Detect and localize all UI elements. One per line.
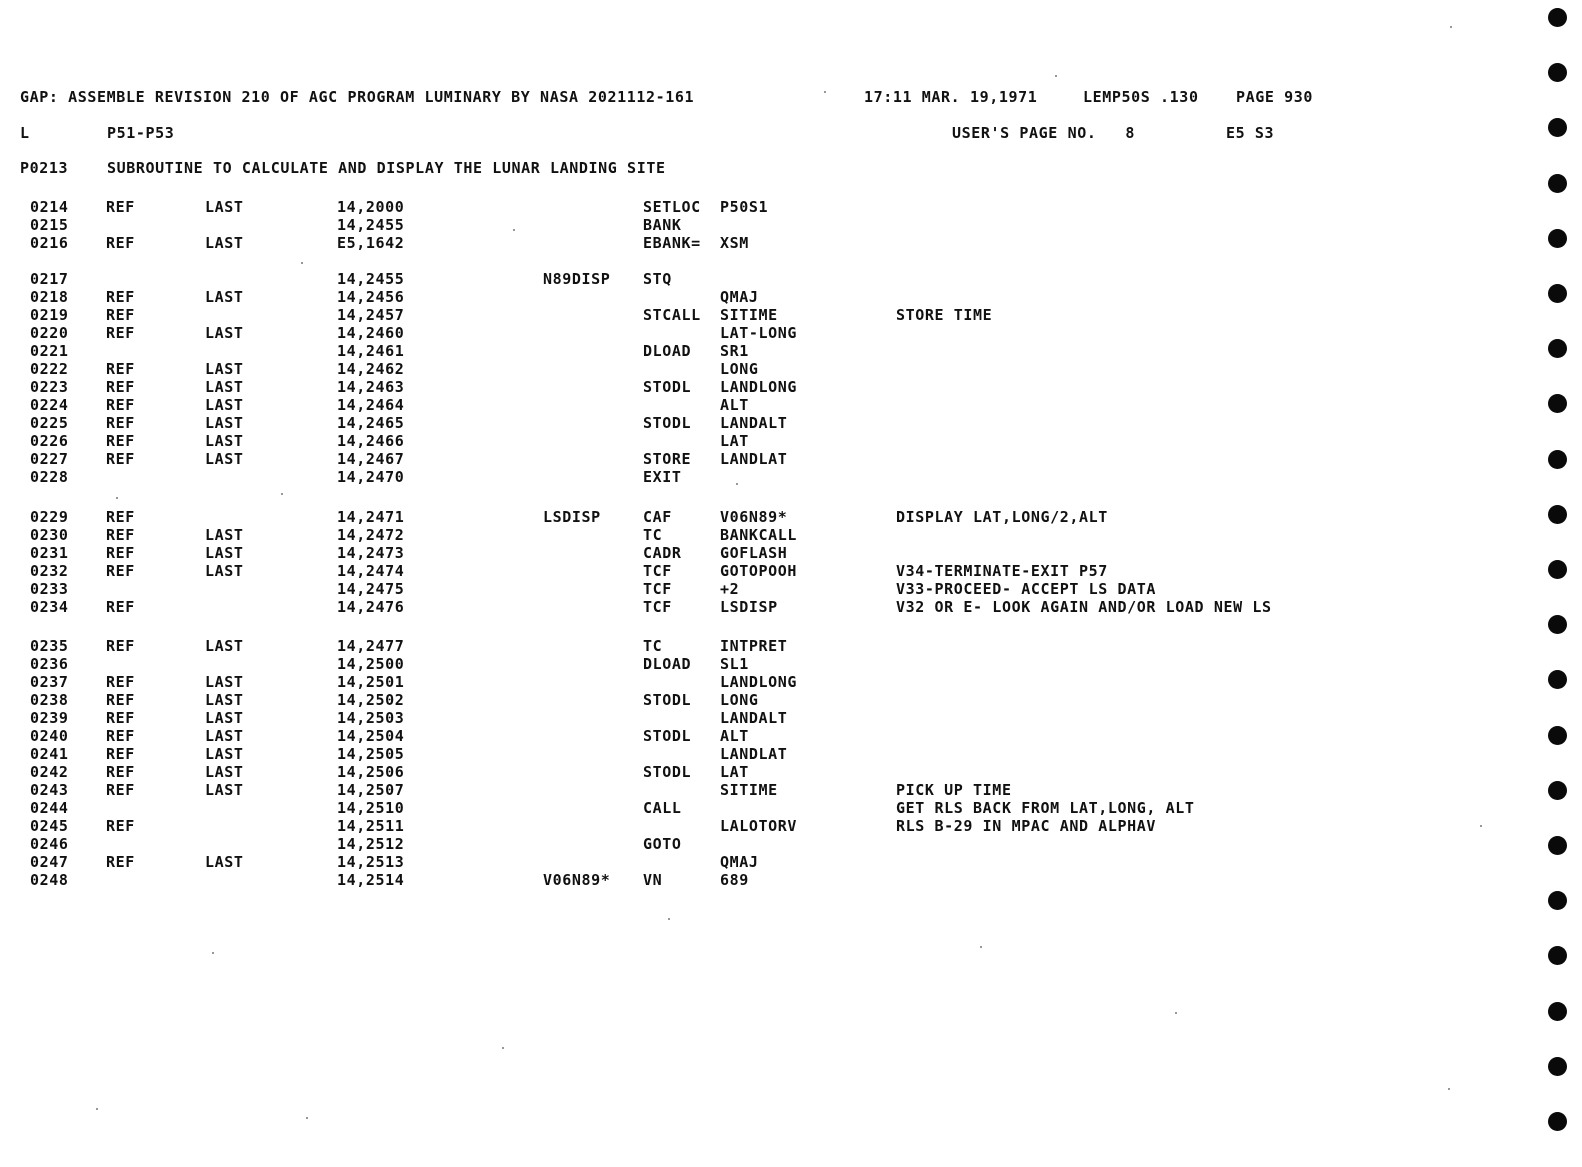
scan-speck bbox=[301, 262, 303, 264]
ref-label: REF bbox=[106, 709, 135, 727]
address: 14,2514 bbox=[337, 871, 405, 889]
line-number: 0226 bbox=[30, 432, 69, 450]
ref-label: REF bbox=[106, 288, 135, 306]
opcode: STQ bbox=[643, 270, 672, 288]
line-number: 0238 bbox=[30, 691, 69, 709]
last-label: LAST bbox=[205, 781, 244, 799]
listing-level: L bbox=[20, 124, 30, 142]
last-label: LAST bbox=[205, 673, 244, 691]
operand: SITIME bbox=[720, 306, 778, 324]
last-label: LAST bbox=[205, 745, 244, 763]
punch-hole bbox=[1548, 8, 1567, 27]
operand: 689 bbox=[720, 871, 749, 889]
operand: V06N89* bbox=[720, 508, 788, 526]
scan-speck bbox=[980, 946, 982, 948]
comment: DISPLAY LAT,LONG/2,ALT bbox=[896, 508, 1108, 526]
ref-label: REF bbox=[106, 853, 135, 871]
line-number: 0237 bbox=[30, 673, 69, 691]
listing-date: 17:11 MAR. 19,1971 bbox=[864, 88, 1038, 106]
last-label: LAST bbox=[205, 727, 244, 745]
address: 14,2473 bbox=[337, 544, 405, 562]
scan-speck bbox=[502, 1047, 504, 1049]
line-number: 0232 bbox=[30, 562, 69, 580]
line-number: 0220 bbox=[30, 324, 69, 342]
punch-hole bbox=[1548, 339, 1567, 358]
operand: LONG bbox=[720, 360, 759, 378]
line-number: 0241 bbox=[30, 745, 69, 763]
line-number: 0219 bbox=[30, 306, 69, 324]
ref-label: REF bbox=[106, 598, 135, 616]
address: 14,2455 bbox=[337, 216, 405, 234]
ref-label: REF bbox=[106, 781, 135, 799]
scan-speck bbox=[1480, 825, 1482, 827]
scan-speck bbox=[1448, 1088, 1450, 1090]
address: 14,2457 bbox=[337, 306, 405, 324]
scan-speck bbox=[281, 493, 283, 495]
ref-label: REF bbox=[106, 544, 135, 562]
last-label: LAST bbox=[205, 853, 244, 871]
title-line-number: P0213 bbox=[20, 159, 69, 177]
ref-label: REF bbox=[106, 324, 135, 342]
address: 14,2455 bbox=[337, 270, 405, 288]
last-label: LAST bbox=[205, 360, 244, 378]
address: 14,2475 bbox=[337, 580, 405, 598]
line-number: 0246 bbox=[30, 835, 69, 853]
ref-label: REF bbox=[106, 673, 135, 691]
opcode: DLOAD bbox=[643, 342, 692, 360]
opcode: VN bbox=[643, 871, 663, 889]
address: 14,2504 bbox=[337, 727, 405, 745]
punch-hole bbox=[1548, 174, 1567, 193]
address: 14,2477 bbox=[337, 637, 405, 655]
scan-speck bbox=[96, 1108, 98, 1110]
scan-speck bbox=[116, 497, 118, 499]
address: 14,2465 bbox=[337, 414, 405, 432]
operand: LALOTORV bbox=[720, 817, 798, 835]
comment: V32 OR E- LOOK AGAIN AND/OR LOAD NEW LS bbox=[896, 598, 1272, 616]
operand: BANKCALL bbox=[720, 526, 798, 544]
operand: GOTOPOOH bbox=[720, 562, 798, 580]
punch-hole bbox=[1548, 670, 1567, 689]
line-number: 0230 bbox=[30, 526, 69, 544]
line-number: 0235 bbox=[30, 637, 69, 655]
line-number: 0214 bbox=[30, 198, 69, 216]
ref-label: REF bbox=[106, 727, 135, 745]
opcode: CALL bbox=[643, 799, 682, 817]
opcode: DLOAD bbox=[643, 655, 692, 673]
last-label: LAST bbox=[205, 637, 244, 655]
operand: QMAJ bbox=[720, 853, 759, 871]
scan-speck bbox=[212, 952, 214, 954]
punch-hole bbox=[1548, 781, 1567, 800]
ref-label: REF bbox=[106, 414, 135, 432]
punch-hole bbox=[1548, 726, 1567, 745]
address: 14,2456 bbox=[337, 288, 405, 306]
address: 14,2507 bbox=[337, 781, 405, 799]
line-number: 0236 bbox=[30, 655, 69, 673]
address: 14,2501 bbox=[337, 673, 405, 691]
line-number: 0215 bbox=[30, 216, 69, 234]
last-label: LAST bbox=[205, 288, 244, 306]
comment: RLS B-29 IN MPAC AND ALPHAV bbox=[896, 817, 1157, 835]
operand: LAT bbox=[720, 432, 749, 450]
comment: GET RLS BACK FROM LAT,LONG, ALT bbox=[896, 799, 1195, 817]
operand: LANDLAT bbox=[720, 745, 788, 763]
address: 14,2472 bbox=[337, 526, 405, 544]
line-number: 0239 bbox=[30, 709, 69, 727]
operand: LANDLONG bbox=[720, 378, 798, 396]
operand: ALT bbox=[720, 396, 749, 414]
operand: LAT-LONG bbox=[720, 324, 798, 342]
ref-label: REF bbox=[106, 508, 135, 526]
ref-label: REF bbox=[106, 526, 135, 544]
bank-ids: E5 S3 bbox=[1226, 124, 1275, 142]
punch-hole bbox=[1548, 63, 1567, 82]
address: 14,2506 bbox=[337, 763, 405, 781]
line-number: 0216 bbox=[30, 234, 69, 252]
scan-speck bbox=[513, 229, 515, 231]
line-number: 0231 bbox=[30, 544, 69, 562]
line-number: 0247 bbox=[30, 853, 69, 871]
ref-label: REF bbox=[106, 450, 135, 468]
operand: +2 bbox=[720, 580, 740, 598]
operand: SR1 bbox=[720, 342, 749, 360]
address: 14,2000 bbox=[337, 198, 405, 216]
address: 14,2464 bbox=[337, 396, 405, 414]
operand: LANDLONG bbox=[720, 673, 798, 691]
page-title: SUBROUTINE TO CALCULATE AND DISPLAY THE LUNAR LANDING SITE bbox=[107, 159, 666, 177]
scan-speck bbox=[736, 483, 738, 485]
ref-label: REF bbox=[106, 637, 135, 655]
opcode: TC bbox=[643, 637, 663, 655]
operand: XSM bbox=[720, 234, 749, 252]
scan-speck bbox=[1055, 75, 1057, 77]
line-number: 0229 bbox=[30, 508, 69, 526]
punch-hole bbox=[1548, 836, 1567, 855]
line-number: 0223 bbox=[30, 378, 69, 396]
line-number: 0218 bbox=[30, 288, 69, 306]
opcode: CAF bbox=[643, 508, 672, 526]
scan-speck bbox=[306, 1117, 308, 1119]
line-number: 0225 bbox=[30, 414, 69, 432]
address: 14,2505 bbox=[337, 745, 405, 763]
operand: QMAJ bbox=[720, 288, 759, 306]
opcode: EXIT bbox=[643, 468, 682, 486]
line-number: 0228 bbox=[30, 468, 69, 486]
address: 14,2503 bbox=[337, 709, 405, 727]
address: 14,2476 bbox=[337, 598, 405, 616]
opcode: TCF bbox=[643, 580, 672, 598]
ref-label: REF bbox=[106, 817, 135, 835]
address: 14,2460 bbox=[337, 324, 405, 342]
opcode: STORE bbox=[643, 450, 692, 468]
address: 14,2461 bbox=[337, 342, 405, 360]
last-label: LAST bbox=[205, 324, 244, 342]
address: 14,2511 bbox=[337, 817, 405, 835]
ref-label: REF bbox=[106, 234, 135, 252]
address: 14,2470 bbox=[337, 468, 405, 486]
address: 14,2502 bbox=[337, 691, 405, 709]
line-number: 0240 bbox=[30, 727, 69, 745]
operand: LANDLAT bbox=[720, 450, 788, 468]
line-number: 0248 bbox=[30, 871, 69, 889]
opcode: TC bbox=[643, 526, 663, 544]
punch-hole bbox=[1548, 560, 1567, 579]
operand: SITIME bbox=[720, 781, 778, 799]
section-name: P51-P53 bbox=[107, 124, 175, 142]
address: 14,2474 bbox=[337, 562, 405, 580]
punch-hole bbox=[1548, 1112, 1567, 1131]
punch-hole bbox=[1548, 394, 1567, 413]
ref-label: REF bbox=[106, 198, 135, 216]
scan-speck bbox=[668, 918, 670, 920]
line-number: 0224 bbox=[30, 396, 69, 414]
address: E5,1642 bbox=[337, 234, 405, 252]
operand: LANDALT bbox=[720, 709, 788, 727]
line-number: 0217 bbox=[30, 270, 69, 288]
address: 14,2512 bbox=[337, 835, 405, 853]
ref-label: REF bbox=[106, 360, 135, 378]
line-number: 0244 bbox=[30, 799, 69, 817]
opcode: STODL bbox=[643, 763, 692, 781]
punch-hole bbox=[1548, 946, 1567, 965]
comment: STORE TIME bbox=[896, 306, 993, 324]
last-label: LAST bbox=[205, 709, 244, 727]
ref-label: REF bbox=[106, 396, 135, 414]
opcode: STODL bbox=[643, 414, 692, 432]
last-label: LAST bbox=[205, 450, 244, 468]
opcode: STODL bbox=[643, 691, 692, 709]
address: 14,2513 bbox=[337, 853, 405, 871]
opcode: STCALL bbox=[643, 306, 701, 324]
opcode: GOTO bbox=[643, 835, 682, 853]
scan-speck bbox=[1175, 1012, 1177, 1014]
listing-header: GAP: ASSEMBLE REVISION 210 OF AGC PROGRAM LUMINARY BY NASA 2021112-161 bbox=[20, 88, 695, 106]
page-number: PAGE 930 bbox=[1236, 88, 1314, 106]
opcode: TCF bbox=[643, 598, 672, 616]
address: 14,2467 bbox=[337, 450, 405, 468]
line-number: 0222 bbox=[30, 360, 69, 378]
last-label: LAST bbox=[205, 526, 244, 544]
opcode: TCF bbox=[643, 562, 672, 580]
last-label: LAST bbox=[205, 763, 244, 781]
operand: LONG bbox=[720, 691, 759, 709]
punch-hole bbox=[1548, 229, 1567, 248]
last-label: LAST bbox=[205, 396, 244, 414]
operand: LSDISP bbox=[720, 598, 778, 616]
listing-job: LEMP50S .130 bbox=[1083, 88, 1199, 106]
scan-speck bbox=[1450, 26, 1452, 28]
label: V06N89* bbox=[543, 871, 611, 889]
address: 14,2466 bbox=[337, 432, 405, 450]
ref-label: REF bbox=[106, 763, 135, 781]
punch-hole bbox=[1548, 505, 1567, 524]
line-number: 0227 bbox=[30, 450, 69, 468]
line-number: 0245 bbox=[30, 817, 69, 835]
last-label: LAST bbox=[205, 234, 244, 252]
last-label: LAST bbox=[205, 562, 244, 580]
line-number: 0233 bbox=[30, 580, 69, 598]
ref-label: REF bbox=[106, 562, 135, 580]
ref-label: REF bbox=[106, 306, 135, 324]
comment: V33-PROCEED- ACCEPT LS DATA bbox=[896, 580, 1157, 598]
operand: ALT bbox=[720, 727, 749, 745]
address: 14,2462 bbox=[337, 360, 405, 378]
punch-hole bbox=[1548, 615, 1567, 634]
line-number: 0242 bbox=[30, 763, 69, 781]
punch-hole bbox=[1548, 891, 1567, 910]
opcode: SETLOC bbox=[643, 198, 701, 216]
opcode: EBANK= bbox=[643, 234, 701, 252]
users-page-number: USER'S PAGE NO. 8 bbox=[952, 124, 1135, 142]
punch-hole bbox=[1548, 1057, 1567, 1076]
operand: INTPRET bbox=[720, 637, 788, 655]
address: 14,2510 bbox=[337, 799, 405, 817]
operand: GOFLASH bbox=[720, 544, 788, 562]
last-label: LAST bbox=[205, 198, 244, 216]
ref-label: REF bbox=[106, 691, 135, 709]
last-label: LAST bbox=[205, 432, 244, 450]
ref-label: REF bbox=[106, 745, 135, 763]
address: 14,2471 bbox=[337, 508, 405, 526]
line-number: 0221 bbox=[30, 342, 69, 360]
punch-hole bbox=[1548, 284, 1567, 303]
operand: LAT bbox=[720, 763, 749, 781]
address: 14,2500 bbox=[337, 655, 405, 673]
comment: V34-TERMINATE-EXIT P57 bbox=[896, 562, 1108, 580]
punch-hole bbox=[1548, 118, 1567, 137]
punch-hole bbox=[1548, 450, 1567, 469]
address: 14,2463 bbox=[337, 378, 405, 396]
opcode: CADR bbox=[643, 544, 682, 562]
punch-hole bbox=[1548, 1002, 1567, 1021]
opcode: STODL bbox=[643, 378, 692, 396]
opcode: BANK bbox=[643, 216, 682, 234]
line-number: 0243 bbox=[30, 781, 69, 799]
operand: P50S1 bbox=[720, 198, 769, 216]
ref-label: REF bbox=[106, 378, 135, 396]
operand: LANDALT bbox=[720, 414, 788, 432]
scan-speck bbox=[824, 91, 826, 93]
last-label: LAST bbox=[205, 414, 244, 432]
last-label: LAST bbox=[205, 691, 244, 709]
opcode: STODL bbox=[643, 727, 692, 745]
label: LSDISP bbox=[543, 508, 601, 526]
last-label: LAST bbox=[205, 544, 244, 562]
operand: SL1 bbox=[720, 655, 749, 673]
comment: PICK UP TIME bbox=[896, 781, 1012, 799]
line-number: 0234 bbox=[30, 598, 69, 616]
ref-label: REF bbox=[106, 432, 135, 450]
label: N89DISP bbox=[543, 270, 611, 288]
last-label: LAST bbox=[205, 378, 244, 396]
